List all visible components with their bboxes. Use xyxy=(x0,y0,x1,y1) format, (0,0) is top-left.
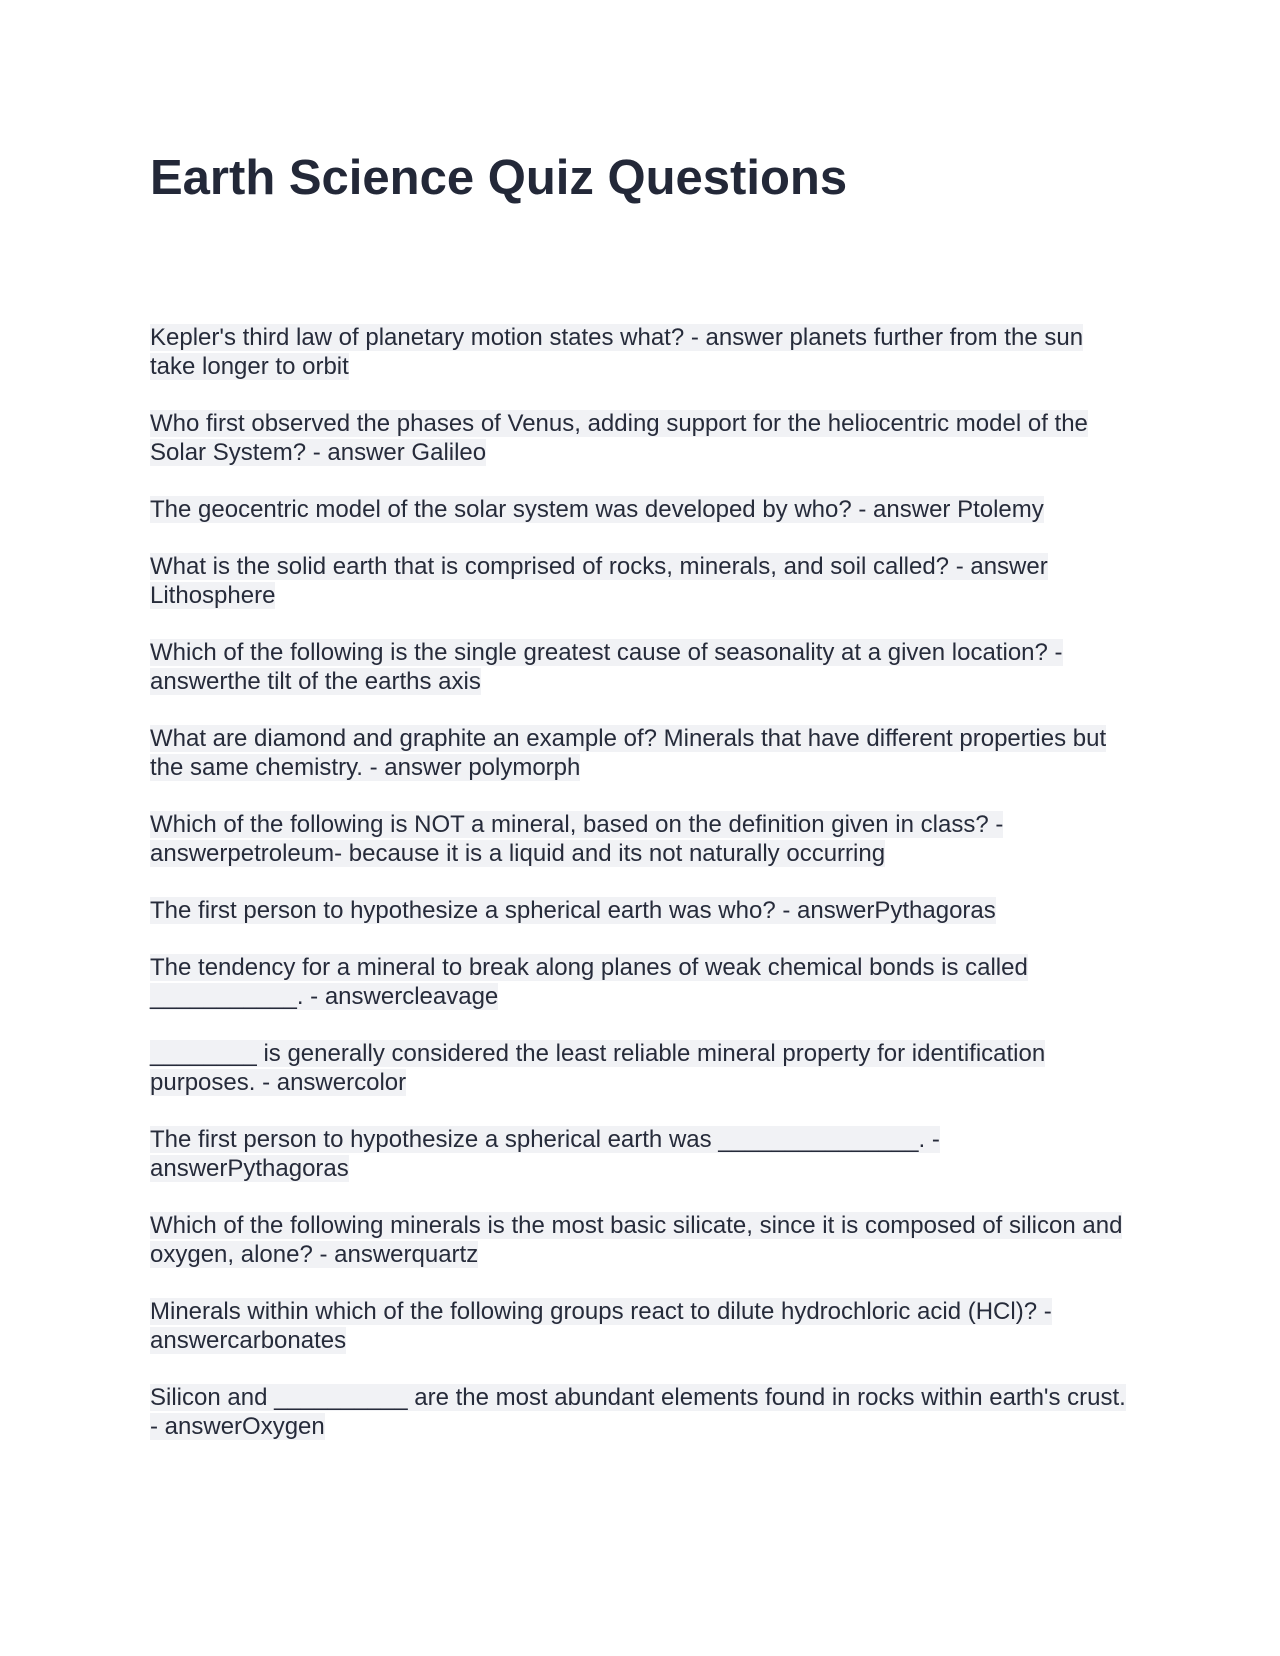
question-item xyxy=(150,896,1130,925)
question-text: Silicon and __________ are the most abundant elements found in rocks within earth's crust. - answerOxygen xyxy=(150,1384,1126,1440)
question-item xyxy=(150,409,1130,467)
question-item xyxy=(150,323,1130,381)
question-text: ________ is generally considered the least reliable mineral property for identification purposes. - answercolor xyxy=(150,1040,1046,1096)
question-item xyxy=(150,1125,1130,1183)
question-item xyxy=(150,1383,1130,1441)
question-item xyxy=(150,724,1130,782)
question-text: Kepler's third law of planetary motion states what? - answer planets further from the sun take longer to orbit xyxy=(150,324,1084,380)
question-item xyxy=(150,953,1130,1011)
question-text: Which of the following minerals is the most basic silicate, since it is composed of silicon and oxygen, alone? - answerquartz xyxy=(150,1212,1123,1268)
question-text: Which of the following is NOT a mineral, based on the definition given in class? - answerpetroleum- because it is a liquid and its not naturally occurring xyxy=(150,811,1004,867)
question-text: The first person to hypothesize a spherical earth was who? - answerPythagoras xyxy=(150,897,996,924)
question-item xyxy=(150,1297,1130,1355)
page-title: Earth Science Quiz Questions xyxy=(150,151,848,205)
question-text: Who first observed the phases of Venus, adding support for the heliocentric model of the Solar System? - answer Galileo xyxy=(150,410,1088,466)
question-text: Which of the following is the single greatest cause of seasonality at a given location? - answerthe tilt of the earths axis xyxy=(150,639,1063,695)
question-text: The tendency for a mineral to break along planes of weak chemical bonds is called ___________. - answercleavage xyxy=(150,954,1028,1010)
question-text: What are diamond and graphite an example of? Minerals that have different properties but the same chemistry. - answer polymorph xyxy=(150,725,1107,781)
question-item xyxy=(150,638,1130,696)
question-item xyxy=(150,552,1130,610)
question-item xyxy=(150,495,1130,524)
question-text: Minerals within which of the following groups react to dilute hydrochloric acid (HCl)? - answercarbonates xyxy=(150,1298,1052,1354)
question-text: What is the solid earth that is comprised of rocks, minerals, and soil called? - answer Lithosphere xyxy=(150,553,1048,609)
question-text: The first person to hypothesize a spherical earth was _______________. - answerPythagoras xyxy=(150,1126,940,1182)
question-item xyxy=(150,1211,1130,1269)
question-item xyxy=(150,810,1130,868)
question-text: The geocentric model of the solar system was developed by who? - answer Ptolemy xyxy=(150,496,1044,523)
question-list xyxy=(150,323,1130,1469)
question-item xyxy=(150,1039,1130,1097)
